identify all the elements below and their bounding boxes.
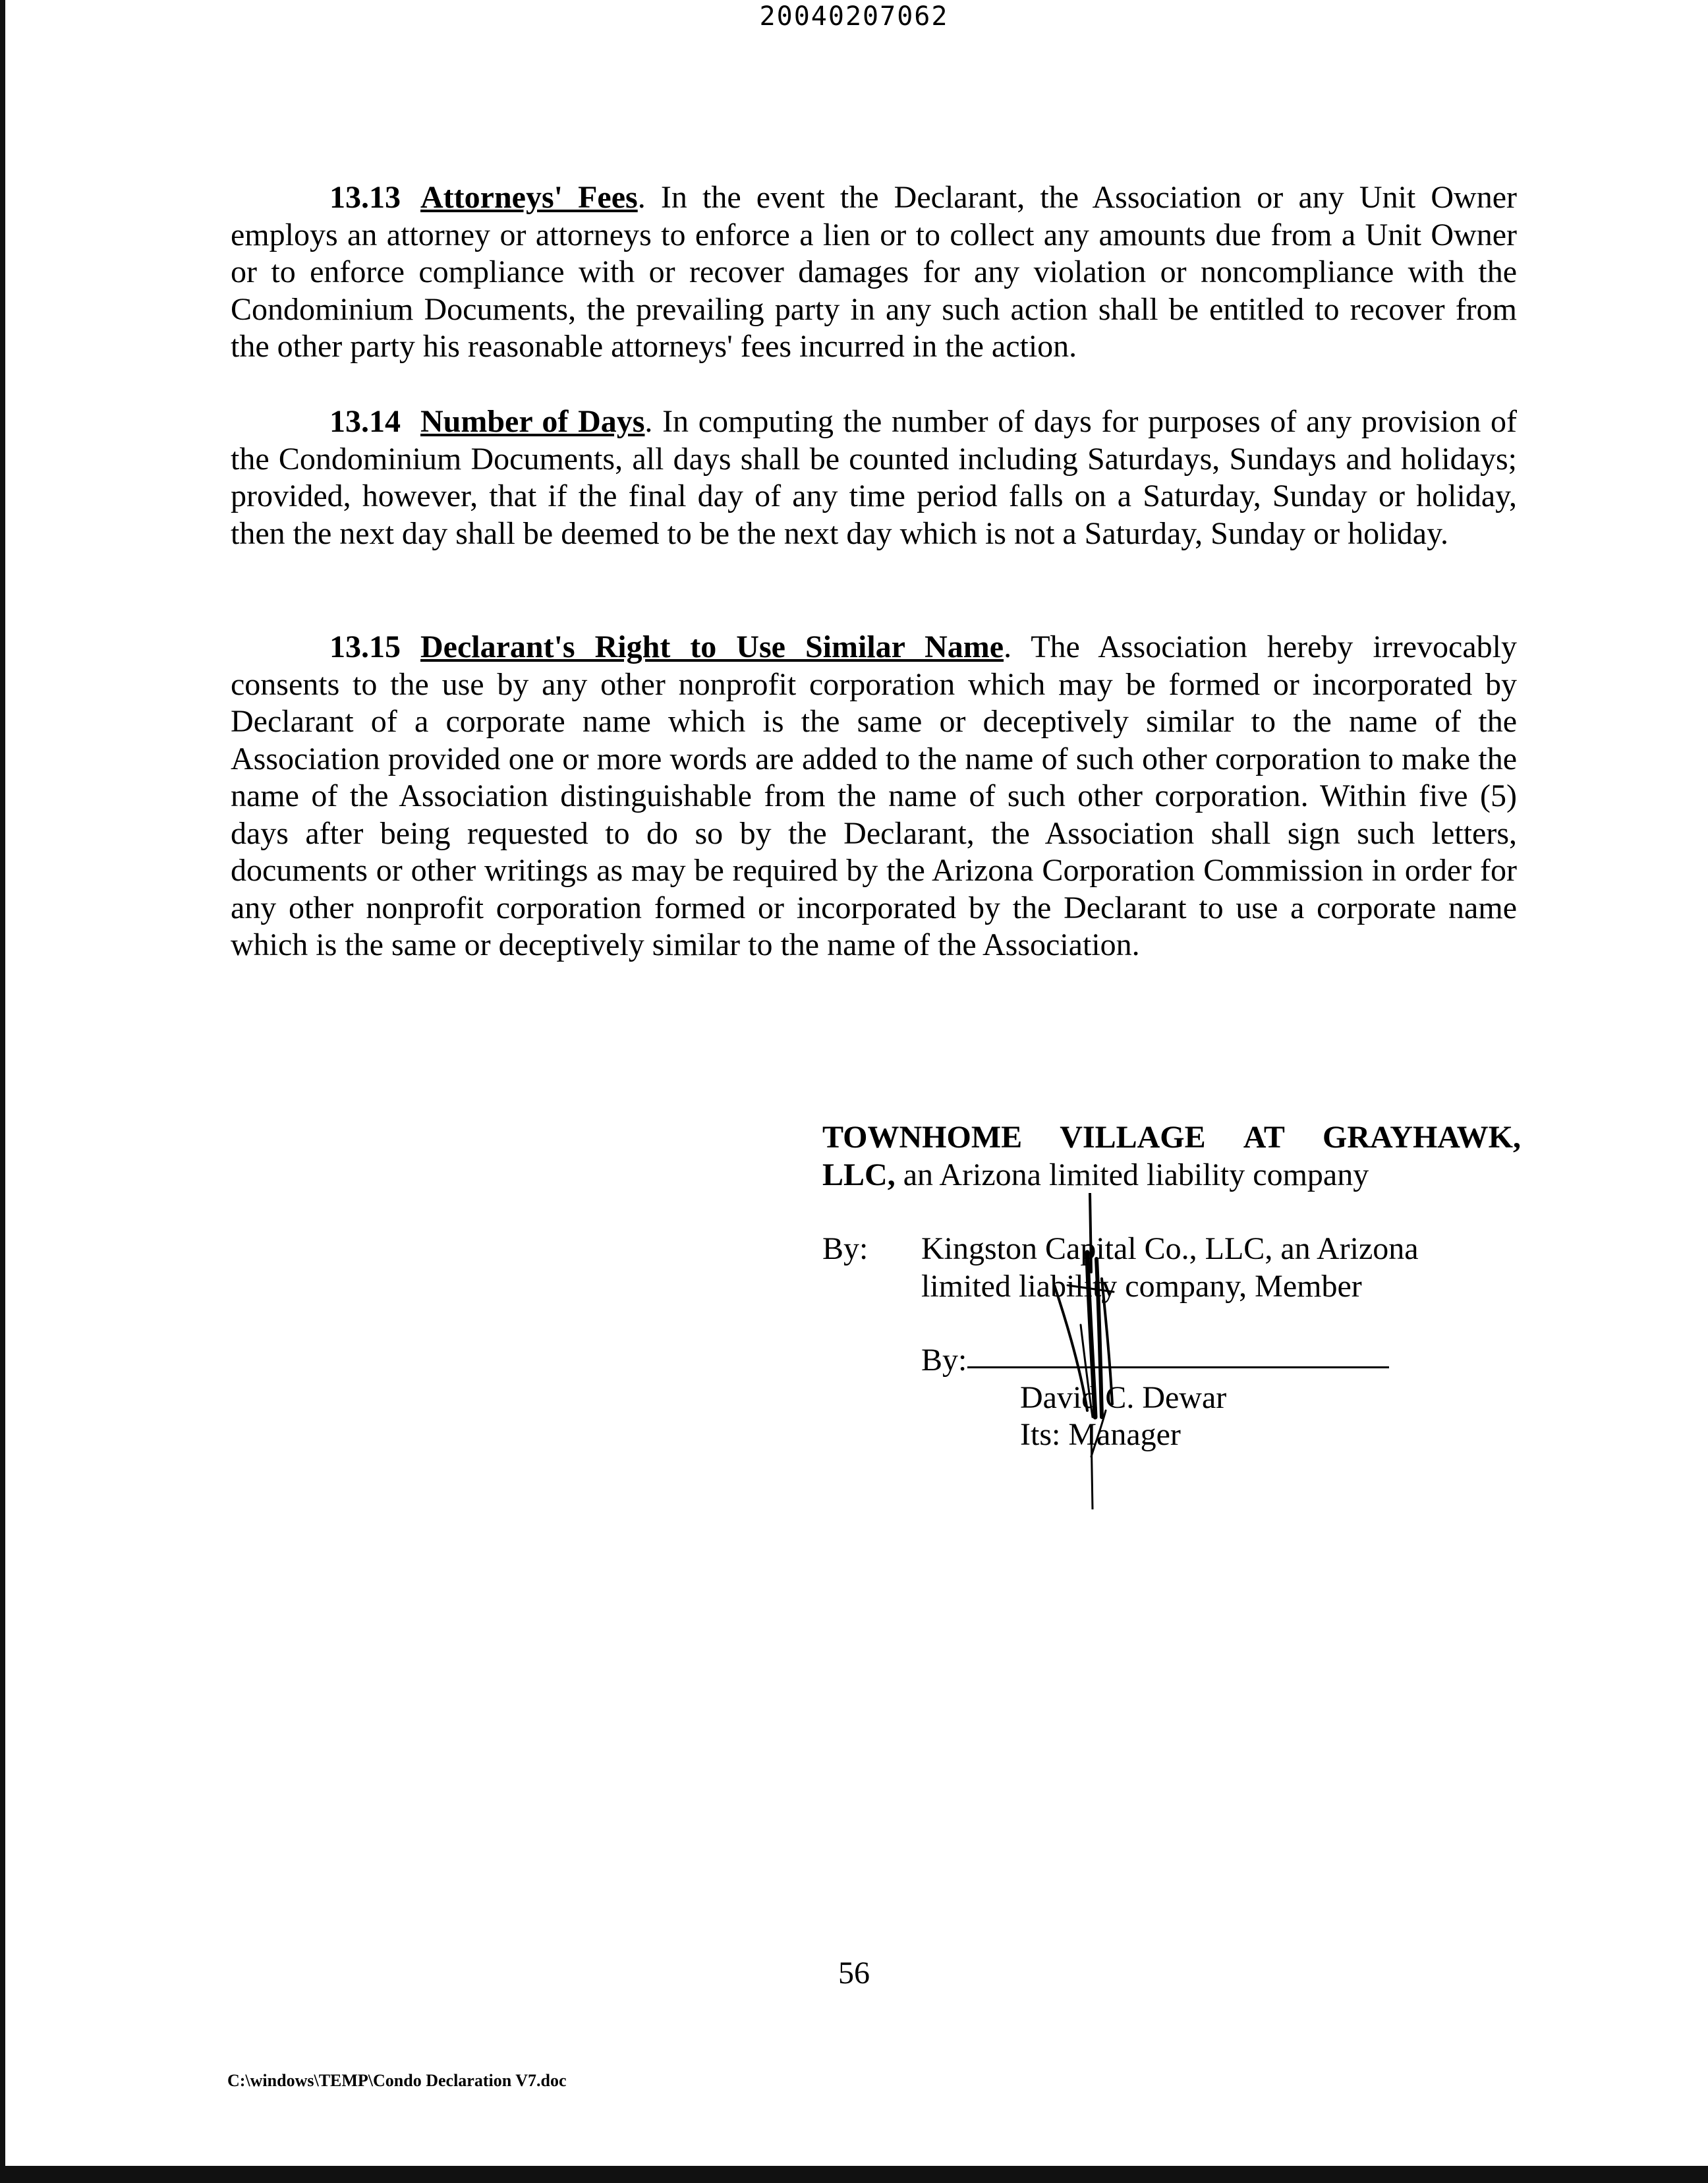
member-entity [921, 1231, 1521, 1305]
section-number: 13.14 [329, 404, 401, 439]
scan-left-edge [0, 0, 5, 2183]
signature-block [822, 1119, 1521, 1452]
sub-by-label: By: [921, 1343, 967, 1378]
company-word: AT [1243, 1120, 1285, 1155]
section-13-15 [231, 629, 1517, 964]
section-13-14 [231, 403, 1517, 552]
section-13-13 [231, 179, 1517, 366]
company-description: an Arizona limited liability company [895, 1157, 1369, 1192]
section-text: . In computing the number of days for purposes of any provision of the Condominium Documents, all days shall be counted including Saturdays, Sundays and holidays; provided, however, that if the final day of any time period falls on a Saturday, Sunday or holiday, then the next day shall be deemed to be the next day which is not a Saturday, Sunday or holiday. [231, 404, 1518, 551]
signer-name: David C. Dewar [1020, 1380, 1227, 1415]
company-word: VILLAGE [1060, 1120, 1206, 1155]
signer-title: Its: Manager [1020, 1417, 1181, 1452]
member-line: limited liability company, Member [921, 1268, 1362, 1304]
section-text: . In the event the Declarant, the Association or any Unit Owner employs an attorney or attorneys to enforce a lien or to collect any amounts due from a Unit Owner or to enforce compliance with or recover damages for any violation or noncompliance with the Condominium Documents, the prevailing party in any such action shall be entitled to recover from the other party his reasonable attorneys' fees incurred in the action. [231, 180, 1518, 364]
recording-number: 20040207062 [759, 1, 949, 32]
section-text: . The Association hereby irrevocably consents to the use by any other nonprofit corporation which may be formed or incorporated by Declarant of a corporate name which is the same or deceptively similar to the name of the Association provided one or more words are added to the name of such other corporation to make the name of the Association distinguishable from the name of such other corporation. Within five (5) days after being requested to do so by the Declarant, the Association shall sign such letters, documents or other writings as may be required by the Arizona Corporation Commission in order for any other nonprofit corporation formed or incorporated by the Declarant to use a corporate name which is the same or deceptively similar to the name of the Association. [231, 629, 1518, 962]
section-heading: Number of Days [420, 404, 645, 439]
company-description-line [822, 1157, 1521, 1194]
handwritten-signature [1041, 1193, 1140, 1509]
section-number: 13.13 [329, 180, 401, 215]
signature-line [967, 1366, 1389, 1368]
member-line: Kingston Capital Co., LLC, an Arizona [921, 1231, 1419, 1266]
section-heading: Declarant's Right to Use Similar Name [420, 629, 1004, 664]
member-row [822, 1231, 1521, 1452]
file-path: C:\windows\TEMP\Condo Declaration V7.doc [227, 2071, 567, 2090]
page-number: 56 [838, 1956, 870, 1991]
section-number: 13.15 [329, 629, 401, 664]
scan-bottom-edge [0, 2166, 1708, 2183]
company-word: GRAYHAWK, [1323, 1120, 1521, 1155]
company-word: TOWNHOME [822, 1120, 1023, 1155]
section-heading: Attorneys' Fees [420, 180, 638, 215]
company-llc: LLC, [822, 1157, 896, 1192]
company-name [822, 1119, 1521, 1157]
by-label: By: [822, 1231, 868, 1266]
